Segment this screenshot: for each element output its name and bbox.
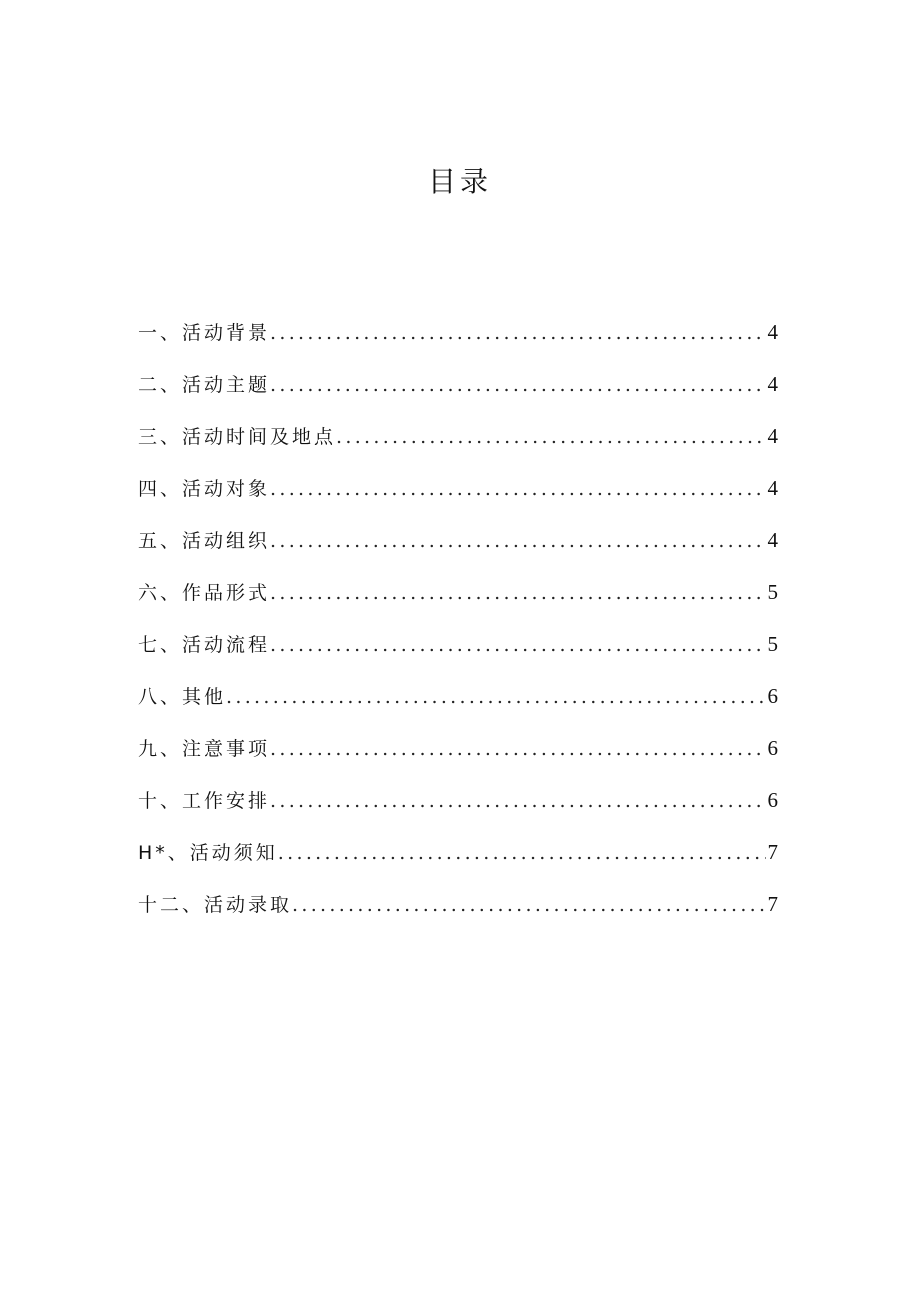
toc-entry[interactable] [138, 628, 778, 680]
toc-entry-label: 十、工作安排 [138, 790, 271, 812]
toc-entry[interactable] [138, 888, 778, 940]
toc-list [138, 316, 778, 940]
toc-entry[interactable] [138, 368, 778, 420]
toc-leader-dots [270, 317, 765, 349]
toc-leader-dots [278, 837, 766, 869]
toc-leader-dots [336, 421, 765, 453]
toc-entry-page-number: 7 [767, 892, 778, 916]
toc-entry[interactable] [138, 316, 778, 368]
toc-entry-label: 七、活动流程 [138, 634, 271, 656]
toc-entry-label: 八、其他 [138, 686, 227, 708]
toc-entry-label: 四、活动对象 [138, 478, 271, 500]
toc-entry-label: 五、活动组织 [138, 530, 271, 552]
toc-leader-dots [270, 577, 765, 609]
toc-entry[interactable] [138, 524, 778, 576]
toc-entry-label: 九、注意事项 [138, 738, 271, 760]
toc-leader-dots [270, 473, 765, 505]
toc-entry-page-number: 4 [767, 320, 778, 344]
toc-leader-dots [270, 629, 765, 661]
toc-leader-dots [270, 525, 765, 557]
toc-entry[interactable] [138, 680, 778, 732]
toc-entry-page-number: 4 [767, 372, 778, 396]
toc-leader-dots [270, 733, 765, 765]
toc-entry-label: 三、活动时间及地点 [138, 426, 337, 448]
toc-entry[interactable] [138, 420, 778, 472]
toc-entry-page-number: 6 [767, 684, 778, 708]
toc-entry-label: 十二、活动录取 [138, 894, 293, 916]
toc-entry-page-number: 4 [767, 528, 778, 552]
toc-entry-page-number: 5 [767, 580, 778, 604]
toc-entry[interactable] [138, 472, 778, 524]
toc-entry-label: 二、活动主题 [138, 374, 271, 396]
toc-entry-label: 一、活动背景 [138, 322, 271, 344]
toc-entry-page-number: 6 [767, 788, 778, 812]
toc-entry[interactable] [138, 576, 778, 628]
toc-entry-page-number: 4 [767, 424, 778, 448]
toc-title: 目录 [427, 165, 492, 198]
toc-leader-dots [270, 369, 765, 401]
toc-leader-dots [270, 785, 765, 817]
toc-entry-label: 六、作品形式 [138, 582, 271, 604]
toc-entry-label: H*、活动须知 [138, 842, 278, 864]
toc-entry-page-number: 4 [767, 476, 778, 500]
toc-leader-dots [292, 889, 765, 921]
toc-entry-page-number: 5 [767, 632, 778, 656]
toc-entry-page-number: 7 [767, 840, 778, 864]
toc-entry-page-number: 6 [767, 736, 778, 760]
toc-entry[interactable] [138, 732, 778, 784]
toc-leader-dots [226, 681, 765, 713]
toc-entry[interactable] [138, 836, 778, 888]
toc-entry[interactable] [138, 784, 778, 836]
